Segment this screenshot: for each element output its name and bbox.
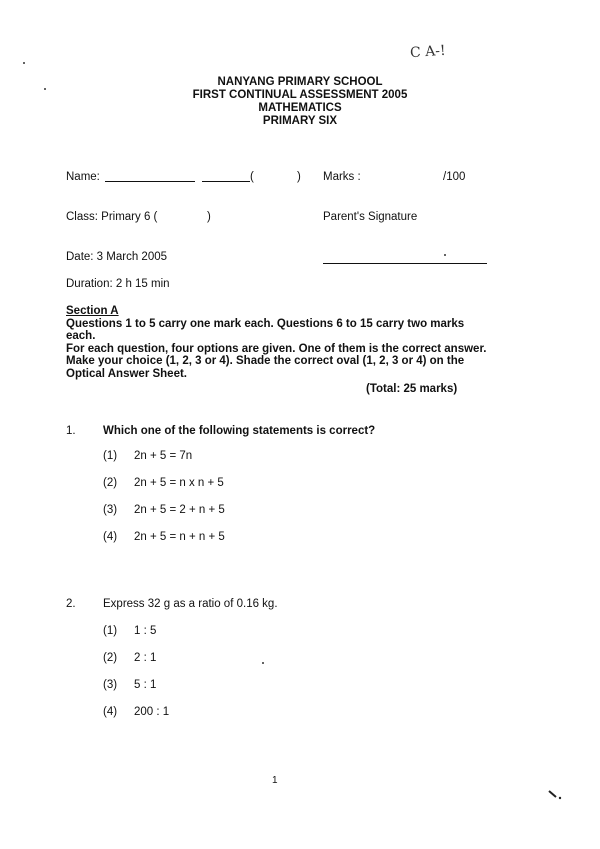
q1-option-3-label: (3): [103, 504, 118, 516]
subject-title: MATHEMATICS: [258, 102, 342, 114]
instruction-line-2: each.: [66, 330, 96, 342]
school-name: NANYANG PRIMARY SCHOOL: [217, 76, 383, 88]
question-1-number: 1.: [66, 425, 76, 437]
q2-option-4-text: 200 : 1: [134, 706, 170, 718]
scan-speck: [444, 254, 446, 256]
name-blank-2: [202, 171, 250, 182]
class-label: Class: Primary 6 (: [66, 211, 158, 223]
question-1-text: Which one of the following statements is correct?: [103, 425, 376, 437]
question-2-number: 2.: [66, 598, 76, 610]
marks-label: Marks :: [323, 171, 361, 183]
signature-line: [323, 263, 487, 264]
q2-option-1-text: 1 : 5: [134, 625, 157, 637]
duration-text: Duration: 2 h 15 min: [66, 278, 170, 290]
name-label: Name:: [66, 171, 100, 183]
section-title: Section A: [66, 305, 119, 317]
scan-mark-icon: [548, 789, 564, 801]
q1-option-4-text: 2n + 5 = n + n + 5: [134, 531, 225, 543]
scan-speck: [23, 62, 25, 64]
instruction-line-5: Optical Answer Sheet.: [66, 368, 187, 380]
question-2-text: Express 32 g as a ratio of 0.16 kg.: [103, 598, 278, 610]
q2-option-3-text: 5 : 1: [134, 679, 157, 691]
scan-speck: [262, 662, 264, 664]
register-paren-open: (: [250, 171, 254, 183]
q1-option-4-label: (4): [103, 531, 118, 543]
class-paren-close: ): [207, 211, 211, 223]
q1-option-1-text: 2n + 5 = 7n: [134, 450, 193, 462]
q2-option-2-label: (2): [103, 652, 118, 664]
instruction-line-4: Make your choice (1, 2, 3 or 4). Shade the correct oval (1, 2, 3 or 4) on the: [66, 355, 465, 367]
handwritten-annotation: C A-!: [409, 42, 447, 62]
q1-option-3-text: 2n + 5 = 2 + n + 5: [134, 504, 225, 516]
date-text: Date: 3 March 2005: [66, 251, 168, 263]
instruction-line-3: For each question, four options are given. One of them is the correct answer.: [66, 343, 487, 355]
page-number: 1: [272, 775, 278, 786]
instruction-line-1: Questions 1 to 5 carry one mark each. Questions 6 to 15 carry two marks: [66, 318, 465, 330]
q2-option-2-text: 2 : 1: [134, 652, 157, 664]
q2-option-4-label: (4): [103, 706, 118, 718]
section-total: (Total: 25 marks): [366, 383, 458, 395]
parent-signature-label: Parent's Signature: [323, 211, 418, 223]
name-blank: [105, 171, 195, 182]
q2-option-3-label: (3): [103, 679, 118, 691]
q1-option-1-label: (1): [103, 450, 118, 462]
q1-option-2-label: (2): [103, 477, 118, 489]
q1-option-2-text: 2n + 5 = n x n + 5: [134, 477, 224, 489]
q2-option-1-label: (1): [103, 625, 118, 637]
level-title: PRIMARY SIX: [262, 115, 338, 127]
register-paren-close: ): [297, 171, 301, 183]
exam-title: FIRST CONTINUAL ASSESSMENT 2005: [192, 89, 408, 101]
marks-total: /100: [443, 171, 466, 183]
